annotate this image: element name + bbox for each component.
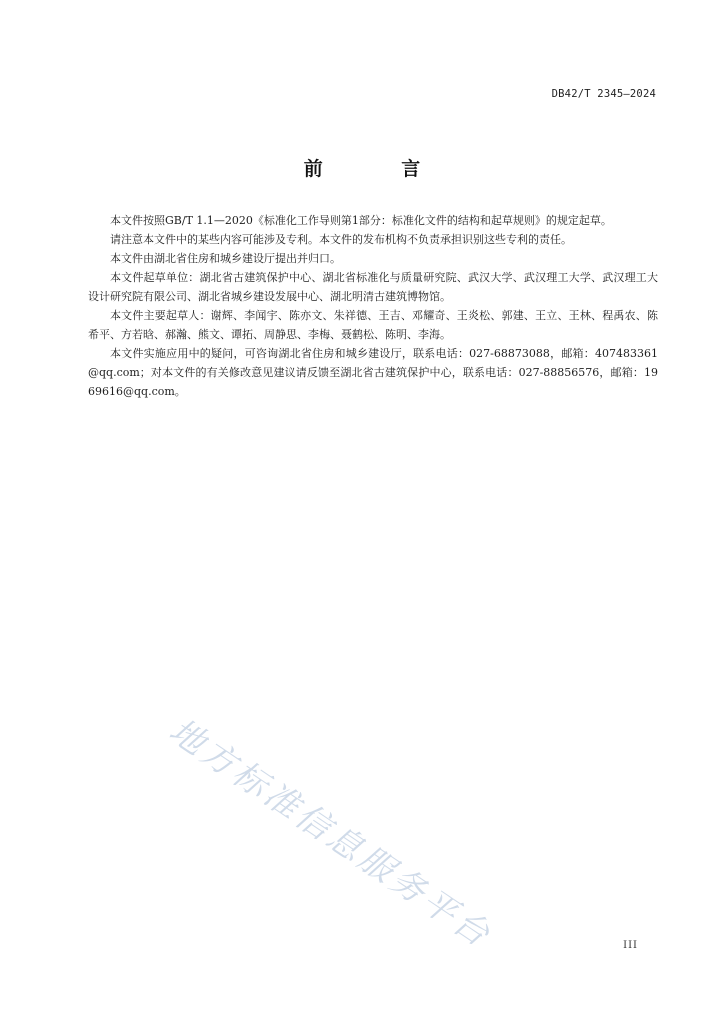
- document-code: DB42/T 2345—2024: [551, 88, 656, 100]
- paragraph-drafting-units: 本文件起草单位：湖北省古建筑保护中心、湖北省标准化与质量研究院、武汉大学、武汉理工大学、武汉理工大设计研究院有限公司、湖北省城乡建设发展中心、湖北明清古建筑博物馆。: [88, 271, 658, 303]
- watermark: 地方标准信息服务平台: [161, 710, 500, 957]
- preface-body: [88, 211, 658, 401]
- paragraph-contact-info: 本文件实施应用中的疑问，可咨询湖北省住房和城乡建设厅，联系电话：027-68873088，邮箱：407483361@qq.com；对本文件的有关修改意见建议请反馈至湖北省古建筑保护中心，联系电话：027-88856576，邮箱：1969616@qq.com。: [88, 347, 658, 398]
- paragraph-patent-notice: 请注意本文件中的某些内容可能涉及专利。本文件的发布机构不负责承担识别这些专利的责任。: [110, 233, 572, 246]
- section-title: 前 言: [303, 158, 457, 180]
- paragraph-standard-basis: 本文件按照GB/T 1.1—2020《标准化工作导则第1部分：标准化文件的结构和起草规则》的规定起草。: [110, 214, 612, 227]
- paragraph-drafters: 本文件主要起草人：谢辉、李闻宇、陈亦文、朱祥德、王吉、邓耀奇、王炎松、郭建、王立、王林、程禹农、陈希平、方若晗、郝瀚、熊文、谭拓、周静思、李梅、聂鹤松、陈明、李海。: [88, 309, 658, 341]
- page-number: III: [623, 940, 638, 951]
- paragraph-proposer: 本文件由湖北省住房和城乡建设厅提出并归口。: [110, 252, 341, 265]
